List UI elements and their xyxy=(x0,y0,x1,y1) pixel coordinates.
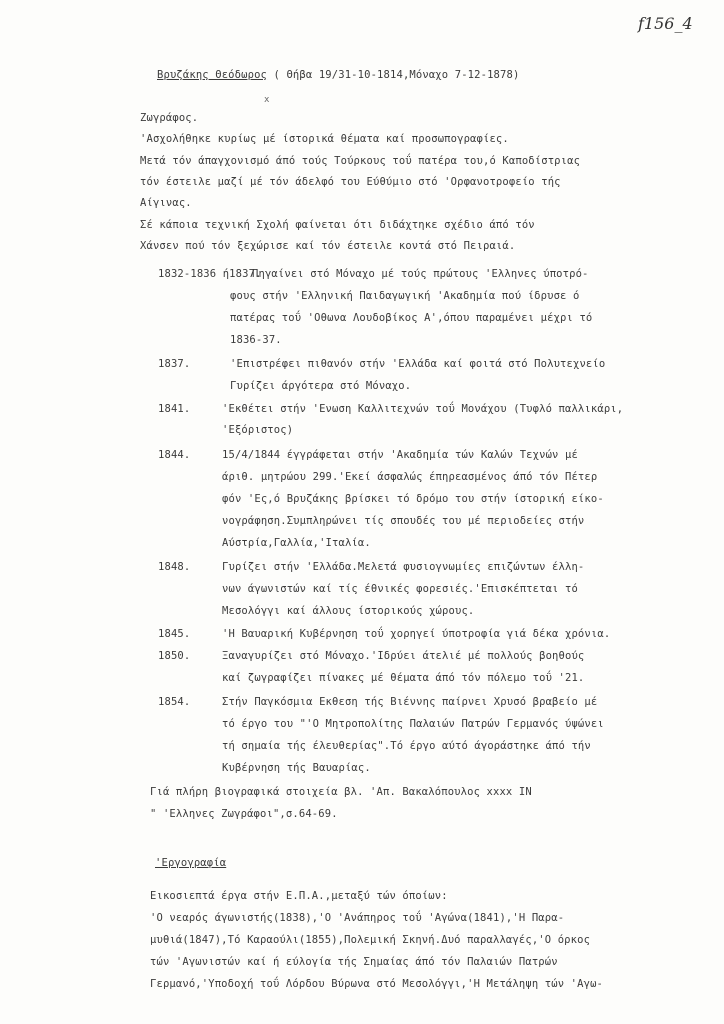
intro-line: 'Ασχολήθηκε κυρίως μέ ίστορικά θέματα καί προσωπογραφίες. xyxy=(140,133,509,145)
chronology-text: Γυρίζει στήν 'Ελλάδα.Μελετά φυσιογνωμίες επιζώντων έλλη- xyxy=(222,561,585,573)
works-line: 'Ο νεαρός άγωνιστής(1838),'Ο 'Ανάπηρος τοΰ 'Αγώνα(1841),'Η Παρα- xyxy=(150,912,565,924)
artist-name: Βρυζάκης Θεόδωρος xyxy=(157,69,268,81)
works-line: μυθιά(1847),Τό Καραούλι(1855),Πολεμική Σκηνή.Δυό παραλλαγές,'Ο όρκος xyxy=(150,934,591,946)
chronology-text: 'Εξόριστος) xyxy=(222,424,294,436)
chronology-year: 1837. xyxy=(158,358,191,370)
chronology-text: τή σημαία τής έλευθερίας".Τό έργο αύτό άγοράστηκε άπό τήν xyxy=(222,740,591,752)
small-mark: x xyxy=(264,95,270,105)
chronology-year: 1845. xyxy=(158,628,191,640)
chronology-year: 1848. xyxy=(158,561,191,573)
chronology-text: Γυρίζει άργότερα στό Μόναχο. xyxy=(230,380,412,392)
works-line: τών 'Αγωνιστών καί ή εύλογία τής Σημαίας άπό τόν Παλαιών Πατρών xyxy=(150,956,558,968)
chronology-text: πατέρας τοΰ 'Οθωνα Λουδοβίκος Α',όπου παραμένει μέχρι τό xyxy=(230,312,593,324)
chronology-text: Μεσολόγγι καί άλλους ίστορικούς χώρους. xyxy=(222,605,475,617)
chronology-year: 1850. xyxy=(158,650,191,662)
chronology-text: Ξαναγυρίζει στό Μόναχο.'Ιδρύει άτελιέ μέ πολλούς βοηθούς xyxy=(222,650,585,662)
works-heading: 'Εργογραφία xyxy=(155,857,227,869)
intro-line: Αίγινας. xyxy=(140,197,192,209)
birth-death-dates: ( Θήβα 19/31-10-1814,Μόναχο 7-12-1878) xyxy=(273,69,520,81)
chronology-text: καί ζωγραφίζει πίνακες μέ θέματα άπό τόν πόλεμο τοΰ '21. xyxy=(222,672,585,684)
chronology-text: τό έργο του "'Ο Μητροπολίτης Παλαιών Πατρών Γερμανός ύψώνει xyxy=(222,718,604,730)
title-line xyxy=(157,68,519,82)
page-reference-handwritten: f156_4 xyxy=(638,14,693,33)
intro-line: Χάνσεν πού τόν ξεχώρισε καί τόν έστειλε κοντά στό Πειραιά. xyxy=(140,240,516,252)
reference-line: Γιά πλήρη βιογραφικά στοιχεία βλ. 'Απ. Βακαλόπουλος xxxx ΙΝ xyxy=(150,786,532,798)
chronology-text: 1836-37. xyxy=(230,334,282,346)
chronology-text: Πηγαίνει στό Μόναχο μέ τούς πρώτους 'Ελληνες ύποτρό- xyxy=(252,268,589,280)
intro-line: τόν έστειλε μαζί μέ τόν άδελφό του Εύθύμιο στό 'Ορφανοτροφείο τής xyxy=(140,176,561,188)
chronology-text: φους στήν 'Ελληνική Παιδαγωγική 'Ακαδημία πού ίδρυσε ό xyxy=(230,290,580,302)
works-line: Εικοσιεπτά έργα στήν Ε.Π.Α.,μεταξύ τών όποίων: xyxy=(150,890,448,902)
chronology-year: 1832-1836 ή1837. xyxy=(158,268,262,280)
chronology-text: άριθ. μητρώου 299.'Εκεί άσφαλώς έπηρεασμένος άπό τόν Πέτερ xyxy=(222,471,598,483)
chronology-year: 1844. xyxy=(158,449,191,461)
chronology-text: Αύστρία,Γαλλία,'Ιταλία. xyxy=(222,537,371,549)
chronology-text: νογράφηση.Συμπληρώνει τίς σπουδές του μέ περιοδείες στήν xyxy=(222,515,585,527)
intro-line: Ζωγράφος. xyxy=(140,112,199,124)
reference-line: " 'Ελληνες Ζωγράφοι",σ.64-69. xyxy=(150,808,338,820)
intro-line: Σέ κάποια τεχνική Σχολή φαίνεται ότι διδάχτηκε σχέδιο άπό τόν xyxy=(140,219,535,231)
intro-line: Μετά τόν άπαγχονισμό άπό τούς Τούρκους τοΰ πατέρα του,ό Καποδίστριας xyxy=(140,155,581,167)
chronology-text: Στήν Παγκόσμια Εκθεση τής Βιέννης παίρνει Χρυσό βραβείο μέ xyxy=(222,696,598,708)
chronology-year: 1841. xyxy=(158,403,191,415)
chronology-text: νων άγωνιστών καί τίς έθνικές φορεσιές.'Επισκέπτεται τό xyxy=(222,583,578,595)
chronology-text: Κυβέρνηση τής Βαυαρίας. xyxy=(222,762,371,774)
chronology-year: 1854. xyxy=(158,696,191,708)
chronology-text: 'Επιστρέφει πιθανόν στήν 'Ελλάδα καί φοιτά στό Πολυτεχνείο xyxy=(230,358,606,370)
chronology-text: φόν 'Ες,ό Βρυζάκης βρίσκει τό δρόμο του στήν ίστορική είκο- xyxy=(222,493,604,505)
chronology-text: 15/4/1844 έγγράφεται στήν 'Ακαδημία τών Καλών Τεχνών μέ xyxy=(222,449,578,461)
chronology-text: 'Εκθέτει στήν 'Ενωση Καλλιτεχνών τοΰ Μονάχου (Τυφλό παλλικάρι, xyxy=(222,403,624,415)
chronology-text: 'Η Βαυαρική Κυβέρνηση τοΰ χορηγεί ύποτροφία γιά δέκα χρόνια. xyxy=(222,628,611,640)
works-line: Γερμανό,'Υποδοχή τοΰ Λόρδου Βύρωνα στό Μεσολόγγι,'Η Μετάληψη τών 'Αγω- xyxy=(150,978,604,990)
